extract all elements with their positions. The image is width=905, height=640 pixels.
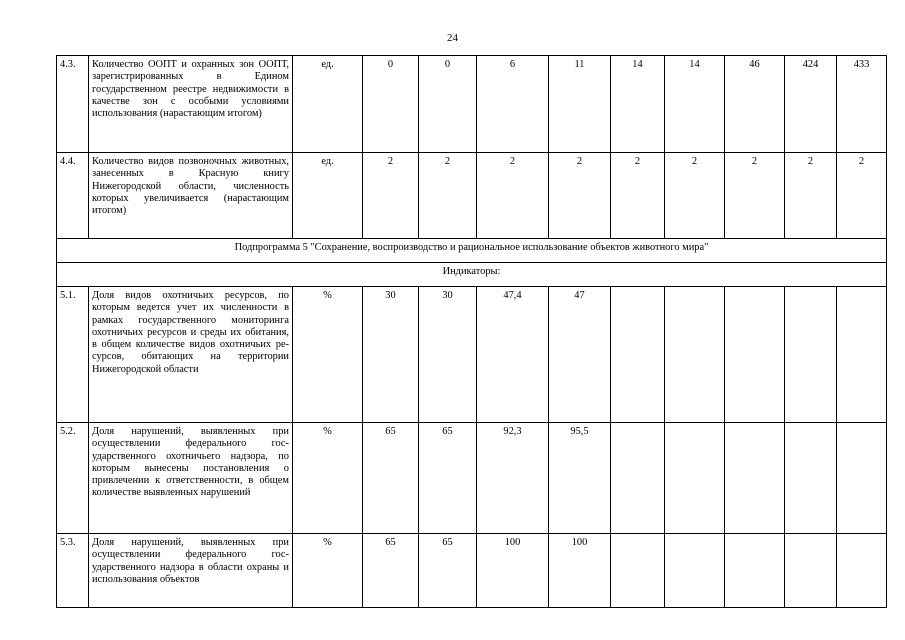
value-cell (611, 534, 665, 608)
unit-cell: % (293, 534, 363, 608)
value-cell (665, 534, 725, 608)
value-cell: 65 (419, 534, 477, 608)
value-cell (785, 287, 837, 423)
value-cell: 65 (363, 423, 419, 534)
value-cell: 47,4 (477, 287, 549, 423)
value-cell (785, 423, 837, 534)
table-row (57, 153, 887, 239)
indicators-header-row (57, 263, 887, 287)
value-cell (611, 287, 665, 423)
value-cell: 65 (419, 423, 477, 534)
value-cell: 424 (785, 56, 837, 153)
table-row (57, 287, 887, 423)
value-cell: 0 (419, 56, 477, 153)
value-cell (665, 423, 725, 534)
row-number: 4.4. (57, 153, 89, 239)
value-cell: 2 (363, 153, 419, 239)
value-cell: 65 (363, 534, 419, 608)
unit-cell: % (293, 287, 363, 423)
value-cell (837, 287, 887, 423)
value-cell (611, 423, 665, 534)
subprogram-row (57, 239, 887, 263)
value-cell (725, 423, 785, 534)
value-cell (837, 423, 887, 534)
value-cell: 0 (363, 56, 419, 153)
indicator-name: Доля нарушений, выявленных при осуществлении федерального государственного надзора в области охраны и использования объектов (89, 534, 293, 608)
unit-cell: ед. (293, 56, 363, 153)
unit-cell: % (293, 423, 363, 534)
row-number: 5.3. (57, 534, 89, 608)
value-cell: 2 (785, 153, 837, 239)
indicators-label: Индикаторы: (57, 263, 887, 287)
value-cell: 30 (363, 287, 419, 423)
value-cell: 2 (549, 153, 611, 239)
value-cell: 2 (837, 153, 887, 239)
value-cell (785, 534, 837, 608)
value-cell: 46 (725, 56, 785, 153)
value-cell: 100 (549, 534, 611, 608)
page-number: 24 (447, 32, 458, 44)
subprogram-title: Подпрограмма 5 "Сохранение, воспроизводство и рациональное использование объектов животного мира" (57, 239, 887, 263)
value-cell: 2 (611, 153, 665, 239)
indicator-name: Количество ООПТ и охранных зон ООПТ, зарегистрированных в Едином государственном реестре недвижимости в качестве зон с особыми условиями использования (нарастающим итогом) (89, 56, 293, 153)
table-row (57, 423, 887, 534)
value-cell: 2 (665, 153, 725, 239)
indicators-table (56, 55, 887, 608)
value-cell: 2 (725, 153, 785, 239)
value-cell: 95,5 (549, 423, 611, 534)
value-cell (665, 287, 725, 423)
value-cell: 6 (477, 56, 549, 153)
value-cell: 30 (419, 287, 477, 423)
row-number: 5.2. (57, 423, 89, 534)
value-cell: 2 (477, 153, 549, 239)
value-cell: 11 (549, 56, 611, 153)
table-row (57, 534, 887, 608)
row-number: 4.3. (57, 56, 89, 153)
indicator-name: Доля видов охотничьих ресурсов, по которым ведется учет их численности в рамках государственного мониторинга охотничьих ресурсов и среды их обитания, в общем количестве видов охотничьих ресурсов, обитающих на территории Нижегородской области (89, 287, 293, 423)
value-cell: 433 (837, 56, 887, 153)
value-cell: 92,3 (477, 423, 549, 534)
indicator-name: Доля нарушений, выявленных при осуществлении федерального государственного охотничьего надзора, по которым вынесены постановления о привлечении к ответственности, в общем количестве выявленных нарушений (89, 423, 293, 534)
value-cell: 100 (477, 534, 549, 608)
value-cell: 47 (549, 287, 611, 423)
value-cell (725, 287, 785, 423)
row-number: 5.1. (57, 287, 89, 423)
value-cell: 14 (665, 56, 725, 153)
value-cell: 14 (611, 56, 665, 153)
value-cell: 2 (419, 153, 477, 239)
table-row (57, 56, 887, 153)
value-cell (837, 534, 887, 608)
unit-cell: ед. (293, 153, 363, 239)
value-cell (725, 534, 785, 608)
indicator-name: Количество видов позвоночных животных, занесенных в Красную книгу Нижегородской области, численность которых увеличивается (нарастающим итогом) (89, 153, 293, 239)
